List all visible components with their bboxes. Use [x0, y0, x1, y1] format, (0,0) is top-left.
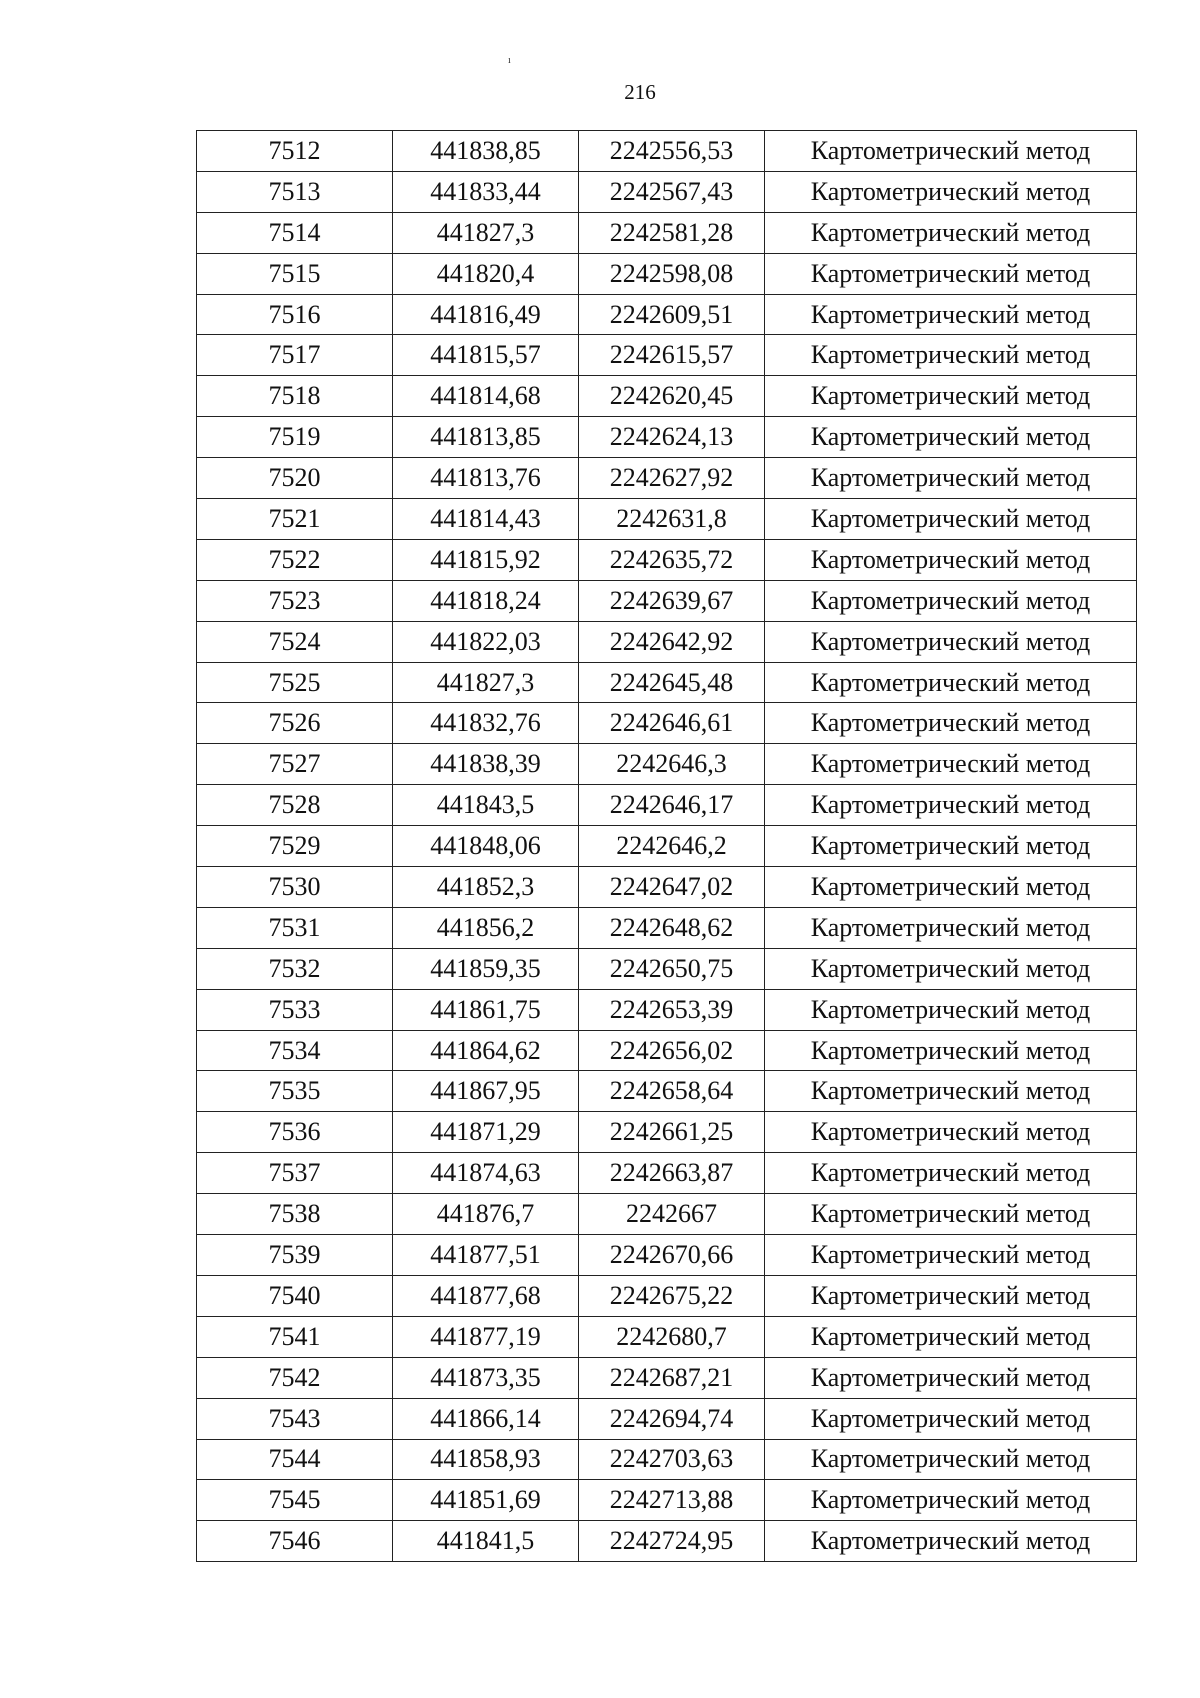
method-cell: Картометрический метод: [765, 662, 1137, 703]
x-coordinate-cell: 441816,49: [393, 294, 579, 335]
point-number-cell: 7528: [197, 785, 393, 826]
method-cell: Картометрический метод: [765, 867, 1137, 908]
table-row: [197, 703, 1137, 744]
point-number-cell: 7535: [197, 1071, 393, 1112]
y-coordinate-cell: 2242703,63: [579, 1439, 765, 1480]
x-coordinate-cell: 441843,5: [393, 785, 579, 826]
point-number-cell: 7544: [197, 1439, 393, 1480]
method-cell: Картометрический метод: [765, 458, 1137, 499]
x-coordinate-cell: 441866,14: [393, 1398, 579, 1439]
table-row: [197, 458, 1137, 499]
x-coordinate-cell: 441827,3: [393, 662, 579, 703]
table-row: [197, 539, 1137, 580]
y-coordinate-cell: 2242724,95: [579, 1521, 765, 1562]
point-number-cell: 7546: [197, 1521, 393, 1562]
point-number-cell: 7525: [197, 662, 393, 703]
y-coordinate-cell: 2242645,48: [579, 662, 765, 703]
table-row: [197, 580, 1137, 621]
point-number-cell: 7526: [197, 703, 393, 744]
method-cell: Картометрический метод: [765, 1357, 1137, 1398]
coordinates-table-body: [197, 131, 1137, 1562]
table-row: [197, 744, 1137, 785]
x-coordinate-cell: 441841,5: [393, 1521, 579, 1562]
method-cell: Картометрический метод: [765, 417, 1137, 458]
method-cell: Картометрический метод: [765, 826, 1137, 867]
method-cell: Картометрический метод: [765, 621, 1137, 662]
x-coordinate-cell: 441856,2: [393, 907, 579, 948]
method-cell: Картометрический метод: [765, 171, 1137, 212]
point-number-cell: 7515: [197, 253, 393, 294]
x-coordinate-cell: 441858,93: [393, 1439, 579, 1480]
y-coordinate-cell: 2242647,02: [579, 867, 765, 908]
y-coordinate-cell: 2242646,3: [579, 744, 765, 785]
point-number-cell: 7521: [197, 499, 393, 540]
x-coordinate-cell: 441852,3: [393, 867, 579, 908]
method-cell: Картометрический метод: [765, 1112, 1137, 1153]
x-coordinate-cell: 441848,06: [393, 826, 579, 867]
x-coordinate-cell: 441814,68: [393, 376, 579, 417]
method-cell: Картометрический метод: [765, 1275, 1137, 1316]
point-number-cell: 7514: [197, 212, 393, 253]
method-cell: Картометрический метод: [765, 948, 1137, 989]
table-row: [197, 1316, 1137, 1357]
y-coordinate-cell: 2242627,92: [579, 458, 765, 499]
y-coordinate-cell: 2242598,08: [579, 253, 765, 294]
x-coordinate-cell: 441867,95: [393, 1071, 579, 1112]
method-cell: Картометрический метод: [765, 131, 1137, 172]
method-cell: Картометрический метод: [765, 1521, 1137, 1562]
table-row: [197, 212, 1137, 253]
table-row: [197, 1480, 1137, 1521]
table-row: [197, 1153, 1137, 1194]
method-cell: Картометрический метод: [765, 376, 1137, 417]
point-number-cell: 7518: [197, 376, 393, 417]
method-cell: Картометрический метод: [765, 907, 1137, 948]
point-number-cell: 7517: [197, 335, 393, 376]
table-row: [197, 826, 1137, 867]
method-cell: Картометрический метод: [765, 539, 1137, 580]
table-row: [197, 1275, 1137, 1316]
table-row: [197, 1521, 1137, 1562]
y-coordinate-cell: 2242653,39: [579, 989, 765, 1030]
y-coordinate-cell: 2242661,25: [579, 1112, 765, 1153]
table-row: [197, 1235, 1137, 1276]
point-number-cell: 7513: [197, 171, 393, 212]
method-cell: Картометрический метод: [765, 1030, 1137, 1071]
point-number-cell: 7542: [197, 1357, 393, 1398]
method-cell: Картометрический метод: [765, 1316, 1137, 1357]
coordinates-table: [196, 130, 1137, 1562]
table-row: [197, 1398, 1137, 1439]
y-coordinate-cell: 2242670,66: [579, 1235, 765, 1276]
x-coordinate-cell: 441871,29: [393, 1112, 579, 1153]
table-row: [197, 989, 1137, 1030]
point-number-cell: 7543: [197, 1398, 393, 1439]
point-number-cell: 7531: [197, 907, 393, 948]
table-row: [197, 376, 1137, 417]
x-coordinate-cell: 441859,35: [393, 948, 579, 989]
point-number-cell: 7532: [197, 948, 393, 989]
y-coordinate-cell: 2242656,02: [579, 1030, 765, 1071]
x-coordinate-cell: 441818,24: [393, 580, 579, 621]
point-number-cell: 7522: [197, 539, 393, 580]
point-number-cell: 7534: [197, 1030, 393, 1071]
table-row: [197, 1357, 1137, 1398]
point-number-cell: 7539: [197, 1235, 393, 1276]
table-row: [197, 294, 1137, 335]
y-coordinate-cell: 2242609,51: [579, 294, 765, 335]
x-coordinate-cell: 441864,62: [393, 1030, 579, 1071]
y-coordinate-cell: 2242635,72: [579, 539, 765, 580]
x-coordinate-cell: 441877,68: [393, 1275, 579, 1316]
point-number-cell: 7540: [197, 1275, 393, 1316]
y-coordinate-cell: 2242648,62: [579, 907, 765, 948]
table-row: [197, 335, 1137, 376]
point-number-cell: 7541: [197, 1316, 393, 1357]
point-number-cell: 7512: [197, 131, 393, 172]
table-row: [197, 499, 1137, 540]
y-coordinate-cell: 2242624,13: [579, 417, 765, 458]
point-number-cell: 7527: [197, 744, 393, 785]
x-coordinate-cell: 441873,35: [393, 1357, 579, 1398]
x-coordinate-cell: 441813,76: [393, 458, 579, 499]
x-coordinate-cell: 441827,3: [393, 212, 579, 253]
method-cell: Картометрический метод: [765, 744, 1137, 785]
page-number: 216: [624, 80, 656, 104]
table-row: [197, 621, 1137, 662]
y-coordinate-cell: 2242615,57: [579, 335, 765, 376]
method-cell: Картометрический метод: [765, 1194, 1137, 1235]
y-coordinate-cell: 2242642,92: [579, 621, 765, 662]
x-coordinate-cell: 441822,03: [393, 621, 579, 662]
y-coordinate-cell: 2242687,21: [579, 1357, 765, 1398]
table-row: [197, 1030, 1137, 1071]
x-coordinate-cell: 441877,19: [393, 1316, 579, 1357]
method-cell: Картометрический метод: [765, 703, 1137, 744]
method-cell: Картометрический метод: [765, 499, 1137, 540]
table-row: [197, 131, 1137, 172]
method-cell: Картометрический метод: [765, 294, 1137, 335]
y-coordinate-cell: 2242556,53: [579, 131, 765, 172]
point-number-cell: 7516: [197, 294, 393, 335]
point-number-cell: 7519: [197, 417, 393, 458]
table-row: [197, 253, 1137, 294]
x-coordinate-cell: 441838,85: [393, 131, 579, 172]
x-coordinate-cell: 441814,43: [393, 499, 579, 540]
point-number-cell: 7530: [197, 867, 393, 908]
y-coordinate-cell: 2242646,2: [579, 826, 765, 867]
y-coordinate-cell: 2242620,45: [579, 376, 765, 417]
x-coordinate-cell: 441820,4: [393, 253, 579, 294]
method-cell: Картометрический метод: [765, 989, 1137, 1030]
x-coordinate-cell: 441861,75: [393, 989, 579, 1030]
point-number-cell: 7537: [197, 1153, 393, 1194]
x-coordinate-cell: 441874,63: [393, 1153, 579, 1194]
y-coordinate-cell: 2242675,22: [579, 1275, 765, 1316]
table-row: [197, 1071, 1137, 1112]
y-coordinate-cell: 2242658,64: [579, 1071, 765, 1112]
y-coordinate-cell: 2242639,67: [579, 580, 765, 621]
y-coordinate-cell: 2242581,28: [579, 212, 765, 253]
x-coordinate-cell: 441833,44: [393, 171, 579, 212]
method-cell: Картометрический метод: [765, 212, 1137, 253]
table-row: [197, 907, 1137, 948]
x-coordinate-cell: 441815,92: [393, 539, 579, 580]
method-cell: Картометрический метод: [765, 335, 1137, 376]
x-coordinate-cell: 441851,69: [393, 1480, 579, 1521]
method-cell: Картометрический метод: [765, 785, 1137, 826]
point-number-cell: 7523: [197, 580, 393, 621]
y-coordinate-cell: 2242713,88: [579, 1480, 765, 1521]
x-coordinate-cell: 441838,39: [393, 744, 579, 785]
stray-mark: ı: [508, 55, 511, 66]
method-cell: Картометрический метод: [765, 1235, 1137, 1276]
point-number-cell: 7529: [197, 826, 393, 867]
x-coordinate-cell: 441813,85: [393, 417, 579, 458]
x-coordinate-cell: 441815,57: [393, 335, 579, 376]
table-row: [197, 417, 1137, 458]
method-cell: Картометрический метод: [765, 1398, 1137, 1439]
y-coordinate-cell: 2242694,74: [579, 1398, 765, 1439]
table-row: [197, 1194, 1137, 1235]
method-cell: Картометрический метод: [765, 1480, 1137, 1521]
table-row: [197, 867, 1137, 908]
point-number-cell: 7520: [197, 458, 393, 499]
x-coordinate-cell: 441832,76: [393, 703, 579, 744]
table-row: [197, 785, 1137, 826]
y-coordinate-cell: 2242631,8: [579, 499, 765, 540]
table-row: [197, 1439, 1137, 1480]
x-coordinate-cell: 441877,51: [393, 1235, 579, 1276]
method-cell: Картометрический метод: [765, 253, 1137, 294]
table-row: [197, 948, 1137, 989]
y-coordinate-cell: 2242646,17: [579, 785, 765, 826]
point-number-cell: 7524: [197, 621, 393, 662]
point-number-cell: 7538: [197, 1194, 393, 1235]
y-coordinate-cell: 2242646,61: [579, 703, 765, 744]
y-coordinate-cell: 2242680,7: [579, 1316, 765, 1357]
y-coordinate-cell: 2242663,87: [579, 1153, 765, 1194]
y-coordinate-cell: 2242567,43: [579, 171, 765, 212]
method-cell: Картометрический метод: [765, 1071, 1137, 1112]
point-number-cell: 7536: [197, 1112, 393, 1153]
point-number-cell: 7545: [197, 1480, 393, 1521]
y-coordinate-cell: 2242667: [579, 1194, 765, 1235]
point-number-cell: 7533: [197, 989, 393, 1030]
x-coordinate-cell: 441876,7: [393, 1194, 579, 1235]
y-coordinate-cell: 2242650,75: [579, 948, 765, 989]
table-row: [197, 1112, 1137, 1153]
table-row: [197, 171, 1137, 212]
table-row: [197, 662, 1137, 703]
method-cell: Картометрический метод: [765, 1439, 1137, 1480]
method-cell: Картометрический метод: [765, 1153, 1137, 1194]
method-cell: Картометрический метод: [765, 580, 1137, 621]
